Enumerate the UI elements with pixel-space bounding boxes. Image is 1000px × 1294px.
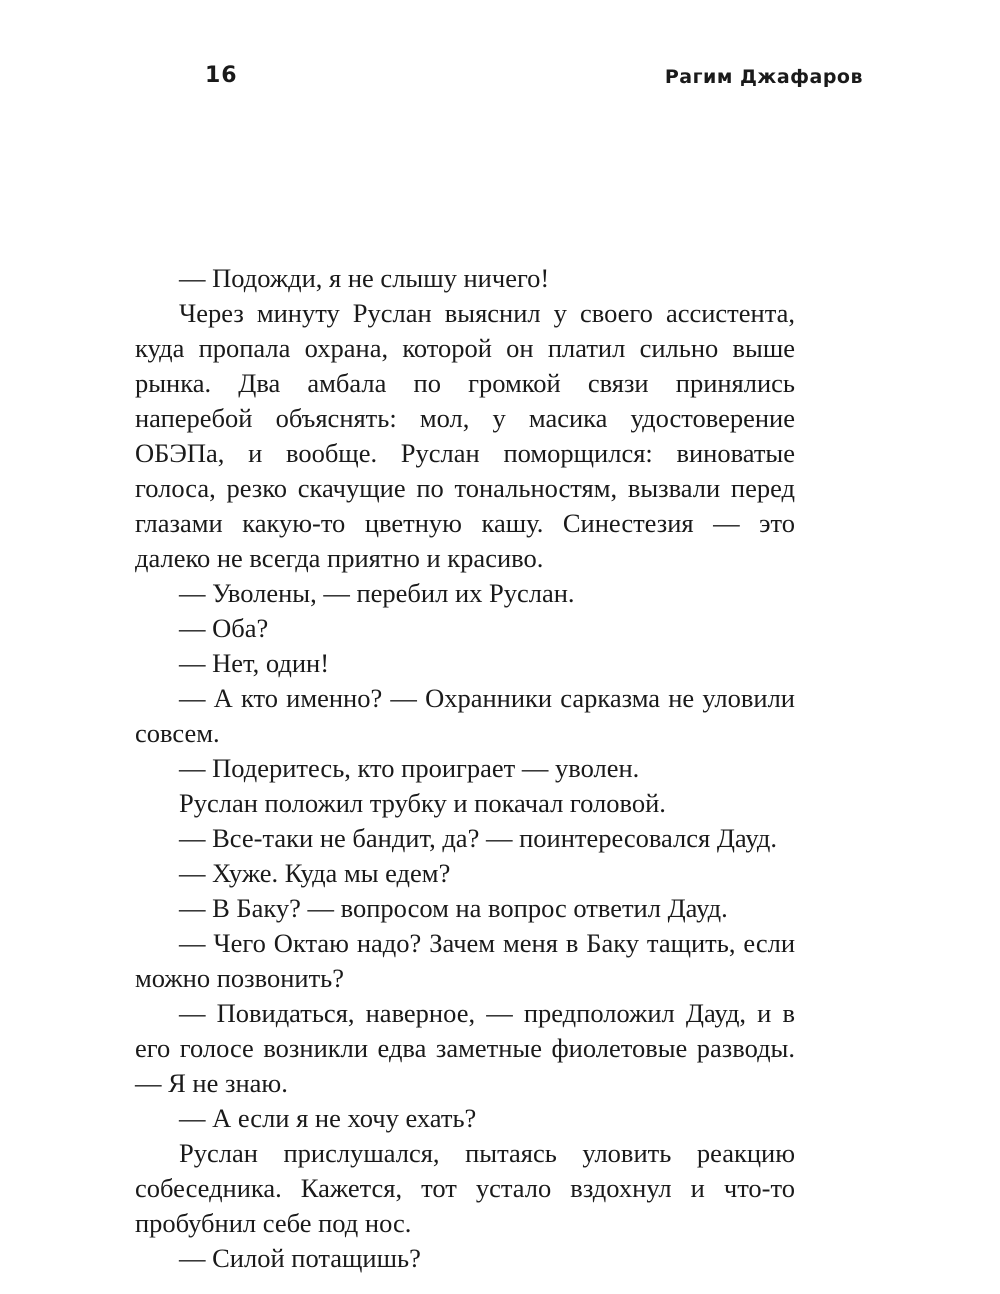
paragraph: — А кто именно? — Охранники сарказма не уловили совсем.: [135, 683, 795, 748]
body-text: [135, 261, 795, 1276]
paragraph: — Подожди, я не слышу ничего!: [179, 263, 550, 293]
paragraph: — В Баку? — вопросом на вопрос ответил Дауд.: [179, 893, 728, 923]
paragraph: — Силой потащишь?: [179, 1243, 421, 1273]
paragraph: — Подеритесь, кто проиграет — уволен.: [179, 753, 640, 783]
paragraph: Руслан прислушался, пытаясь уловить реакцию собеседника. Кажется, тот устало вздохнул и что-то пробубнил себе под нос.: [135, 1138, 795, 1238]
paragraph: — Нет, один!: [179, 648, 330, 678]
paragraph: — Повидаться, наверное, — предположил Дауд, и в его голосе возникли едва заметные фиолетовые разводы. — Я не знаю.: [135, 998, 795, 1098]
running-head: Рагим Джафаров: [664, 66, 863, 88]
page-number: 16: [205, 63, 238, 88]
paragraph: — Хуже. Куда мы едем?: [179, 858, 451, 888]
paragraph: — А если я не хочу ехать?: [179, 1103, 477, 1133]
paragraph: — Оба?: [179, 613, 269, 643]
paragraph: — Чего Октаю надо? Зачем меня в Баку тащить, если можно позвонить?: [135, 928, 795, 993]
paragraph: — Уволены, — перебил их Руслан.: [179, 578, 575, 608]
paragraph: Через минуту Руслан выяснил у своего ассистента, куда пропала охрана, которой он платил сильно выше рынка. Два амбала по громкой связи принялись наперебой объяснять: мол, у масика удостоверение ОБЭПа, и вообще. Руслан поморщился: виноватые голоса, резко скачущие по тональностям, вызвали перед глазами какую-то цветную кашу. Синестезия — это далеко не всегда приятно и красиво.: [135, 298, 795, 573]
paragraph: — Все-таки не бандит, да? — поинтересовался Дауд.: [179, 823, 778, 853]
paragraph: Руслан положил трубку и покачал головой.: [179, 788, 666, 818]
